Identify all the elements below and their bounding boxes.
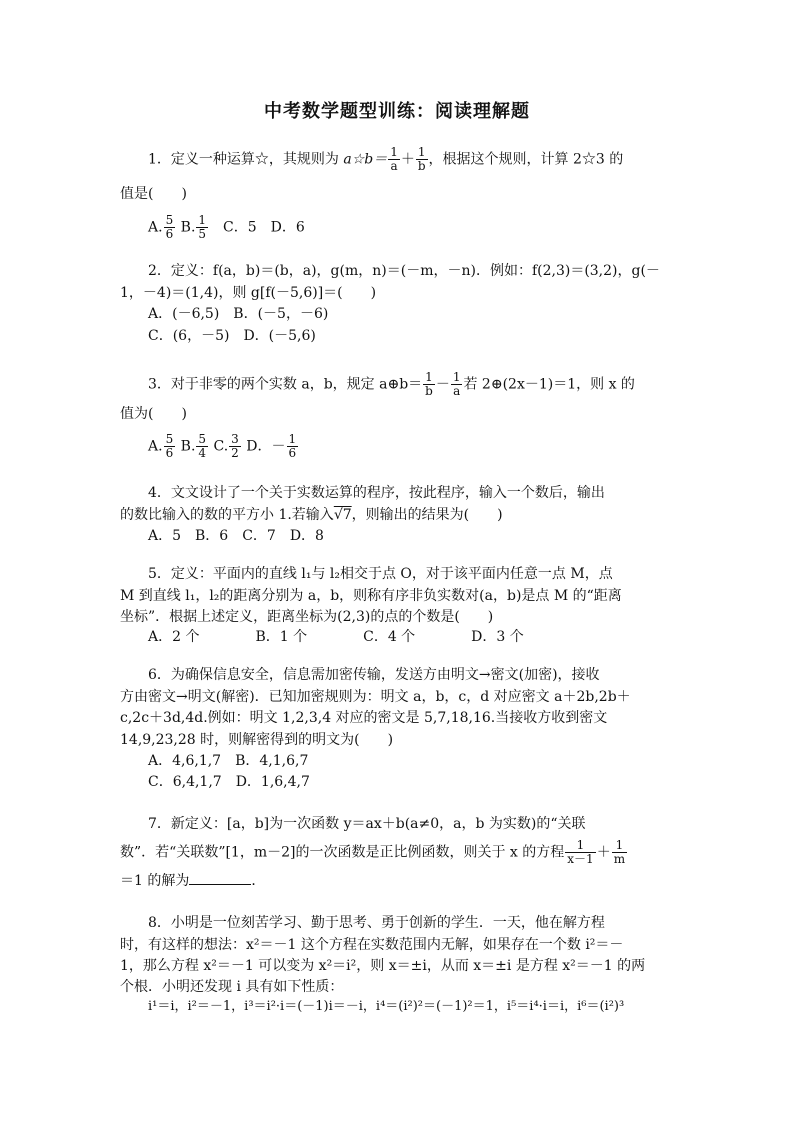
q6-line-4: 14,9,23,28 时，则解密得到的明文为( ) [120, 732, 394, 748]
q3-frac-1-num: 1 [423, 371, 435, 385]
q3-frac-2-den: a [453, 384, 461, 398]
q1-frac-1-num: 1 [390, 145, 398, 159]
q3-opt-b-num: 5 [198, 432, 207, 446]
q4-line-2 [120, 506, 503, 524]
q1-frac-1-den: a [390, 159, 398, 173]
q3-options [148, 433, 299, 460]
q1-expr: a☆b＝ [343, 151, 388, 168]
q3-line-2: 值为( ) [120, 406, 187, 422]
q1-frac-2-den: b [417, 159, 426, 173]
q8-line-2: 时，有这样的想法：x²＝－1 这个方程在实数范围内无解，如果存在一个数 i²＝－ [120, 937, 624, 953]
q7-text-c: ＝1 的解为 [120, 873, 190, 889]
q6-line-2: 方由密文→明文(解密)．已知加密规则为：明文 a，b，c，d 对应密文 a＋2b,2b＋ [120, 689, 631, 705]
q6-line-3: c,2c＋3d,4d.例如：明文 1,2,3,4 对应的密文是 5,7,18,16.当接收方收到密文 [120, 710, 608, 726]
q3-opt-b-frac [196, 433, 208, 460]
q3-opt-a: A. [148, 438, 163, 455]
q5-line-2: M 到直线 l₁，l₂的距离分别为 a，b，则称有序非负实数对(a，b)是点 M 的“距离 [120, 588, 622, 604]
q1-text-c: ，根据这个规则，计算 2☆3 的 [428, 151, 624, 168]
q3-opt-d-num: 1 [288, 432, 297, 446]
q7-plus: ＋ [596, 844, 611, 861]
q7-frac-1 [565, 839, 595, 866]
q2-line-1: 2．定义：f(a，b)＝(b，a)，g(m，n)＝(－m，－n)．例如：f(2,3)＝(3,2)，g(－ [148, 263, 660, 279]
q3-frac-2-num: 1 [452, 370, 461, 384]
q3-opt-c: C. [213, 438, 229, 455]
q3-frac-1-den: b [425, 384, 433, 398]
q4-text-a: 的数比输入的数的平方小 1.若输入 [120, 507, 334, 523]
q7-frac-1-den: x－1 [567, 852, 594, 866]
q5-line-3: 坐标”．根据上述定义，距离坐标为(2,3)的点的个数是( ) [120, 609, 494, 625]
q1-opt-rest: C．5 D．6 [209, 219, 305, 236]
q1-opt-a-num: 5 [165, 213, 174, 227]
q1-opt-b-den: 5 [198, 227, 207, 241]
q1-options [148, 214, 305, 241]
q5-line-1: 5．定义：平面内的直线 l₁与 l₂相交于点 O，对于该平面内任意一点 M，点 [148, 566, 613, 582]
q3-line-1 [148, 371, 635, 398]
q8-line-1: 8．小明是一位刻苦学习、勤于思考、勇于创新的学生．一天，他在解方程 [148, 915, 605, 931]
q7-line-3 [120, 872, 265, 890]
q4-options: A．5 B．6 C．7 D．8 [148, 528, 324, 544]
q1-opt-a: A. [148, 219, 163, 236]
q7-frac-2-den: m [613, 852, 626, 866]
q2-options-1: A．(－6,5) B．(－5，－6) [148, 306, 329, 322]
q3-opt-d: D．－ [246, 438, 286, 455]
q7-frac-1-num: 1 [565, 839, 595, 853]
q1-frac-2-num: 1 [416, 146, 428, 160]
q3-opt-c-frac [229, 433, 241, 460]
q3-opt-b-den: 4 [198, 446, 207, 460]
q1-line-2: 值是( ) [120, 186, 187, 202]
q4-text-b: ，则输出的结果为( ) [351, 507, 503, 523]
q3-opt-d-frac [287, 433, 299, 460]
q3-frac-1 [423, 371, 435, 398]
q6-line-1: 6．为确保信息安全，信息需加密传输，发送方由明文→密文(加密)，接收 [148, 667, 600, 683]
q1-frac-1 [388, 146, 400, 173]
q8-line-4: 个根．小明还发现 i 具有如下性质： [120, 979, 344, 995]
q3-opt-c-num: 3 [231, 432, 239, 446]
q4-sqrt: √7 [333, 507, 352, 523]
q7-answer-blank[interactable] [189, 872, 251, 885]
q7-frac-2 [612, 839, 627, 866]
q3-opt-c-den: 2 [231, 446, 239, 460]
q6-options-2: C．6,4,1,7 D．1,6,4,7 [148, 774, 310, 790]
q1-opt-b-frac [196, 214, 208, 241]
q7-text-d: ． [251, 873, 266, 889]
q8-line-5: i¹＝i，i²＝－1，i³＝i²·i＝(－1)i＝－i，i⁴＝(i²)²＝(－1)²＝1，i⁵＝i⁴·i＝i，i⁶＝(i²)³ [148, 999, 625, 1014]
q3-frac-2 [451, 371, 463, 398]
q6-options-1: A．4,6,1,7 B．4,1,6,7 [148, 753, 309, 769]
q1-text-a: 1．定义一种运算☆，其规则为 [148, 151, 344, 168]
q7-frac-2-num: 1 [612, 839, 627, 853]
q5-options: A．2 个 B．1 个 C．4 个 D．3 个 [148, 629, 524, 645]
q1-opt-a-frac [164, 214, 176, 241]
q2-options-2: C．(6，－5) D．(－5,6) [148, 328, 316, 344]
q3-opt-a-num: 5 [165, 432, 174, 446]
q1-opt-a-den: 6 [165, 227, 174, 241]
q1-opt-b-num: 1 [198, 213, 207, 227]
q3-text-b: 若 2⊕(2x－1)＝1，则 x 的 [463, 376, 635, 393]
q3-minus: － [435, 376, 450, 393]
q7-line-2 [120, 839, 628, 866]
q7-line-1: 7．新定义：[a，b]为一次函数 y＝ax＋b(a≠0，a，b 为实数)的“关联 [148, 816, 586, 832]
q2-line-2: 1，－4)＝(1,4)，则 g[f(－5,6)]＝( ) [120, 285, 377, 301]
q8-line-3: 1，那么方程 x²＝－1 可以变为 x²＝i²，则 x＝±i，从而 x＝±i 是方程 x²＝－1 的两 [120, 958, 646, 974]
q3-opt-a-frac [164, 433, 176, 460]
q1-plus: ＋ [400, 151, 415, 168]
q7-text-a: 数”．若“关联数”[1，m－2]的一次函数是正比例函数，则关于 x 的方程 [120, 844, 565, 861]
q3-opt-b: B. [180, 438, 196, 455]
q4-line-1: 4．文文设计了一个关于实数运算的程序，按此程序，输入一个数后，输出 [148, 485, 605, 501]
q3-text-a: 3．对于非零的两个实数 a，b，规定 a⊕b＝ [148, 376, 423, 393]
q3-opt-a-den: 6 [165, 446, 174, 460]
q1-opt-b: B. [180, 219, 196, 236]
q1-line-1 [148, 146, 623, 173]
q1-frac-2 [416, 146, 428, 173]
page-title: 中考数学题型训练：阅读理解题 [264, 101, 530, 122]
q3-opt-d-den: 6 [288, 446, 297, 460]
